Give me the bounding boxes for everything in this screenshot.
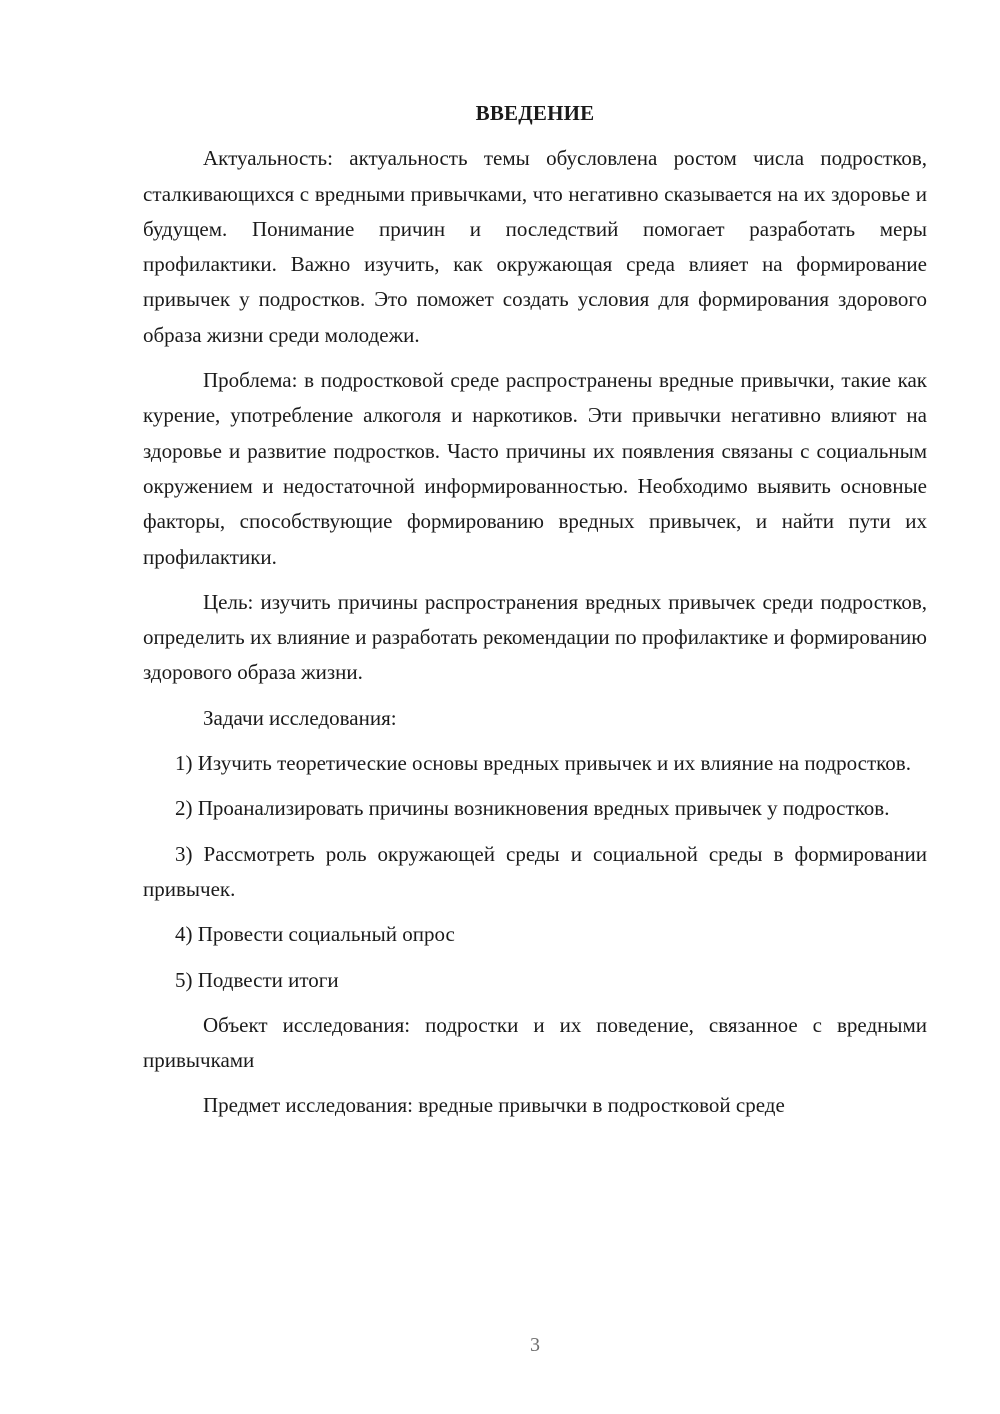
paragraph-tasks-title: Задачи исследования: [203, 705, 397, 730]
paragraph-object: Объект исследования: подростки и их поведение, связанное с вредными привычками [143, 1012, 927, 1073]
task-item-5: 5) Подвести итоги [175, 967, 339, 992]
section-heading: ВВЕДЕНИЕ [475, 101, 595, 125]
page-number: 3 [530, 1334, 540, 1356]
paragraph-subject: Предмет исследования: вредные привычки в подростковой среде [203, 1093, 785, 1118]
task-item-4: 4) Провести социальный опрос [175, 922, 455, 947]
paragraph-goal: Цель: изучить причины распространения вредных привычек среди подростков, определить их влияние и разработать рекомендации по профилактике и формированию здорового образа жизни. [143, 589, 927, 685]
paragraph-problem: Проблема: в подростковой среде распространены вредные привычки, такие как курение, употребление алкоголя и наркотиков. Эти привычки негативно влияют на здоровье и развитие подростков. Часто причины их появления связаны с социальным окружением и недостаточной информированностью. Необходимо выявить основные факторы, способствующие формированию вредных привычек, и найти пути их профилактики. [143, 368, 927, 569]
paragraph-relevance: Актуальность: актуальность темы обусловлена ростом числа подростков, сталкивающихся с вредными привычками, что негативно сказывается на их здоровье и будущем. Понимание причин и последствий помогает разработать меры профилактики. Важно изучить, как окружающая среда влияет на формирование привычек у подростков. Это поможет создать условия для формирования здорового образа жизни среди молодежи. [143, 146, 927, 347]
task-item-3: 3) Рассмотреть роль окружающей среды и социальной среды в формировании привычек. [143, 841, 927, 901]
task-item-1: 1) Изучить теоретические основы вредных привычек и их влияние на подростков. [175, 751, 911, 776]
task-item-2: 2) Проанализировать причины возникновения вредных привычек у подростков. [175, 796, 890, 821]
page-content [143, 96, 927, 1134]
